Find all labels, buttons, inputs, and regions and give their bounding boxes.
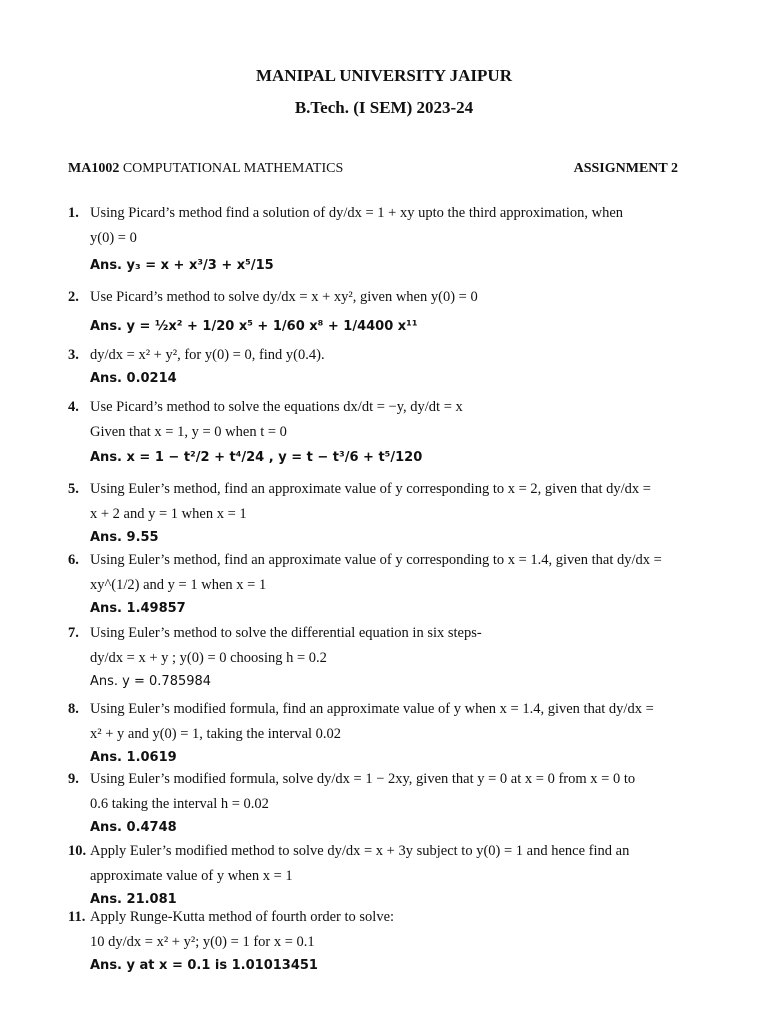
answer: Ans. 9.55	[90, 530, 159, 545]
course-code: MA1002	[68, 161, 120, 176]
question-6	[68, 548, 678, 619]
question-text: Using Euler’s method, find an approximate value of y corresponding to x = 2, given that dy/dx =	[90, 481, 651, 497]
answer: Ans. y at x = 0.1 is 1.01013451	[90, 958, 318, 973]
course-name: COMPUTATIONAL MATHEMATICS	[122, 161, 344, 176]
question-text: 0.6 taking the interval h = 0.02	[90, 796, 269, 812]
answer: Ans. 1.0619	[90, 750, 177, 765]
course-line	[68, 161, 343, 177]
question-number: 7.	[68, 625, 79, 641]
question-text: Use Picard’s method to solve dy/dx = x + xy², given when y(0) = 0	[90, 289, 478, 305]
question-text: Use Picard’s method to solve the equations dx/dt = −y, dy/dt = x	[90, 399, 463, 415]
question-number: 11.	[68, 909, 86, 925]
question-10	[68, 839, 678, 910]
answer: Ans. 1.49857	[90, 601, 186, 616]
question-text: Using Euler’s method to solve the differential equation in six steps-	[90, 625, 482, 641]
question-number: 4.	[68, 399, 79, 415]
question-text: dy/dx = x² + y², for y(0) = 0, find y(0.4).	[90, 347, 325, 363]
answer: Ans. 0.0214	[90, 371, 177, 386]
question-text: approximate value of y when x = 1	[90, 868, 293, 884]
question-text: Using Picard’s method find a solution of dy/dx = 1 + xy upto the third approximation, when	[90, 205, 624, 221]
question-number: 5.	[68, 481, 79, 497]
answer: Ans. y = 0.785984	[90, 674, 212, 689]
question-2	[68, 285, 678, 337]
answer: Ans. x = 1 − t²/2 + t⁴/24 , y = t − t³/6 + t⁵/120	[90, 450, 423, 465]
question-number: 2.	[68, 289, 79, 305]
answer: Ans. y = ½x² + 1/20 x⁵ + 1/60 x⁸ + 1/4400 x¹¹	[90, 319, 418, 334]
university-title: MANIPAL UNIVERSITY JAIPUR	[256, 66, 512, 85]
question-number: 10.	[68, 843, 87, 859]
question-text: Apply Euler’s modified method to solve dy/dx = x + 3y subject to y(0) = 1 and hence find an	[90, 843, 630, 859]
question-8	[68, 697, 678, 768]
question-text: dy/dx = x + y ; y(0) = 0 choosing h = 0.2	[90, 650, 327, 666]
question-7	[68, 621, 678, 692]
question-4	[68, 395, 678, 468]
question-text: x + 2 and y = 1 when x = 1	[90, 506, 247, 522]
question-text: Using Euler’s modified formula, find an approximate value of y when x = 1.4, given that dy/dx =	[90, 701, 654, 717]
question-text: Apply Runge-Kutta method of fourth order to solve:	[90, 909, 395, 925]
question-11	[68, 905, 678, 976]
question-text: xy^(1/2) and y = 1 when x = 1	[90, 577, 267, 593]
question-number: 9.	[68, 771, 79, 787]
answer: Ans. y₃ = x + x³/3 + x⁵/15	[90, 258, 274, 273]
question-number: 3.	[68, 347, 79, 363]
question-text: Given that x = 1, y = 0 when t = 0	[90, 424, 287, 440]
program-title: B.Tech. (I SEM) 2023-24	[294, 98, 474, 117]
assignment-label: ASSIGNMENT 2	[573, 161, 678, 176]
question-1	[68, 201, 678, 276]
question-number: 1.	[68, 205, 79, 221]
answer: Ans. 21.081	[90, 892, 177, 907]
question-text: Using Euler’s method, find an approximate value of y corresponding to x = 1.4, given that dy/dx =	[90, 552, 662, 568]
answer: Ans. 0.4748	[90, 820, 177, 835]
question-number: 6.	[68, 552, 79, 568]
question-5	[68, 477, 678, 548]
question-9	[68, 767, 678, 838]
question-text: y(0) = 0	[90, 230, 137, 246]
question-3	[68, 343, 678, 389]
question-number: 8.	[68, 701, 79, 717]
question-text: Using Euler’s modified formula, solve dy/dx = 1 − 2xy, given that y = 0 at x = 0 from x = 0 to	[90, 771, 636, 787]
question-text: 10 dy/dx = x² + y²; y(0) = 1 for x = 0.1	[90, 934, 315, 950]
question-text: x² + y and y(0) = 1, taking the interval 0.02	[90, 726, 342, 742]
